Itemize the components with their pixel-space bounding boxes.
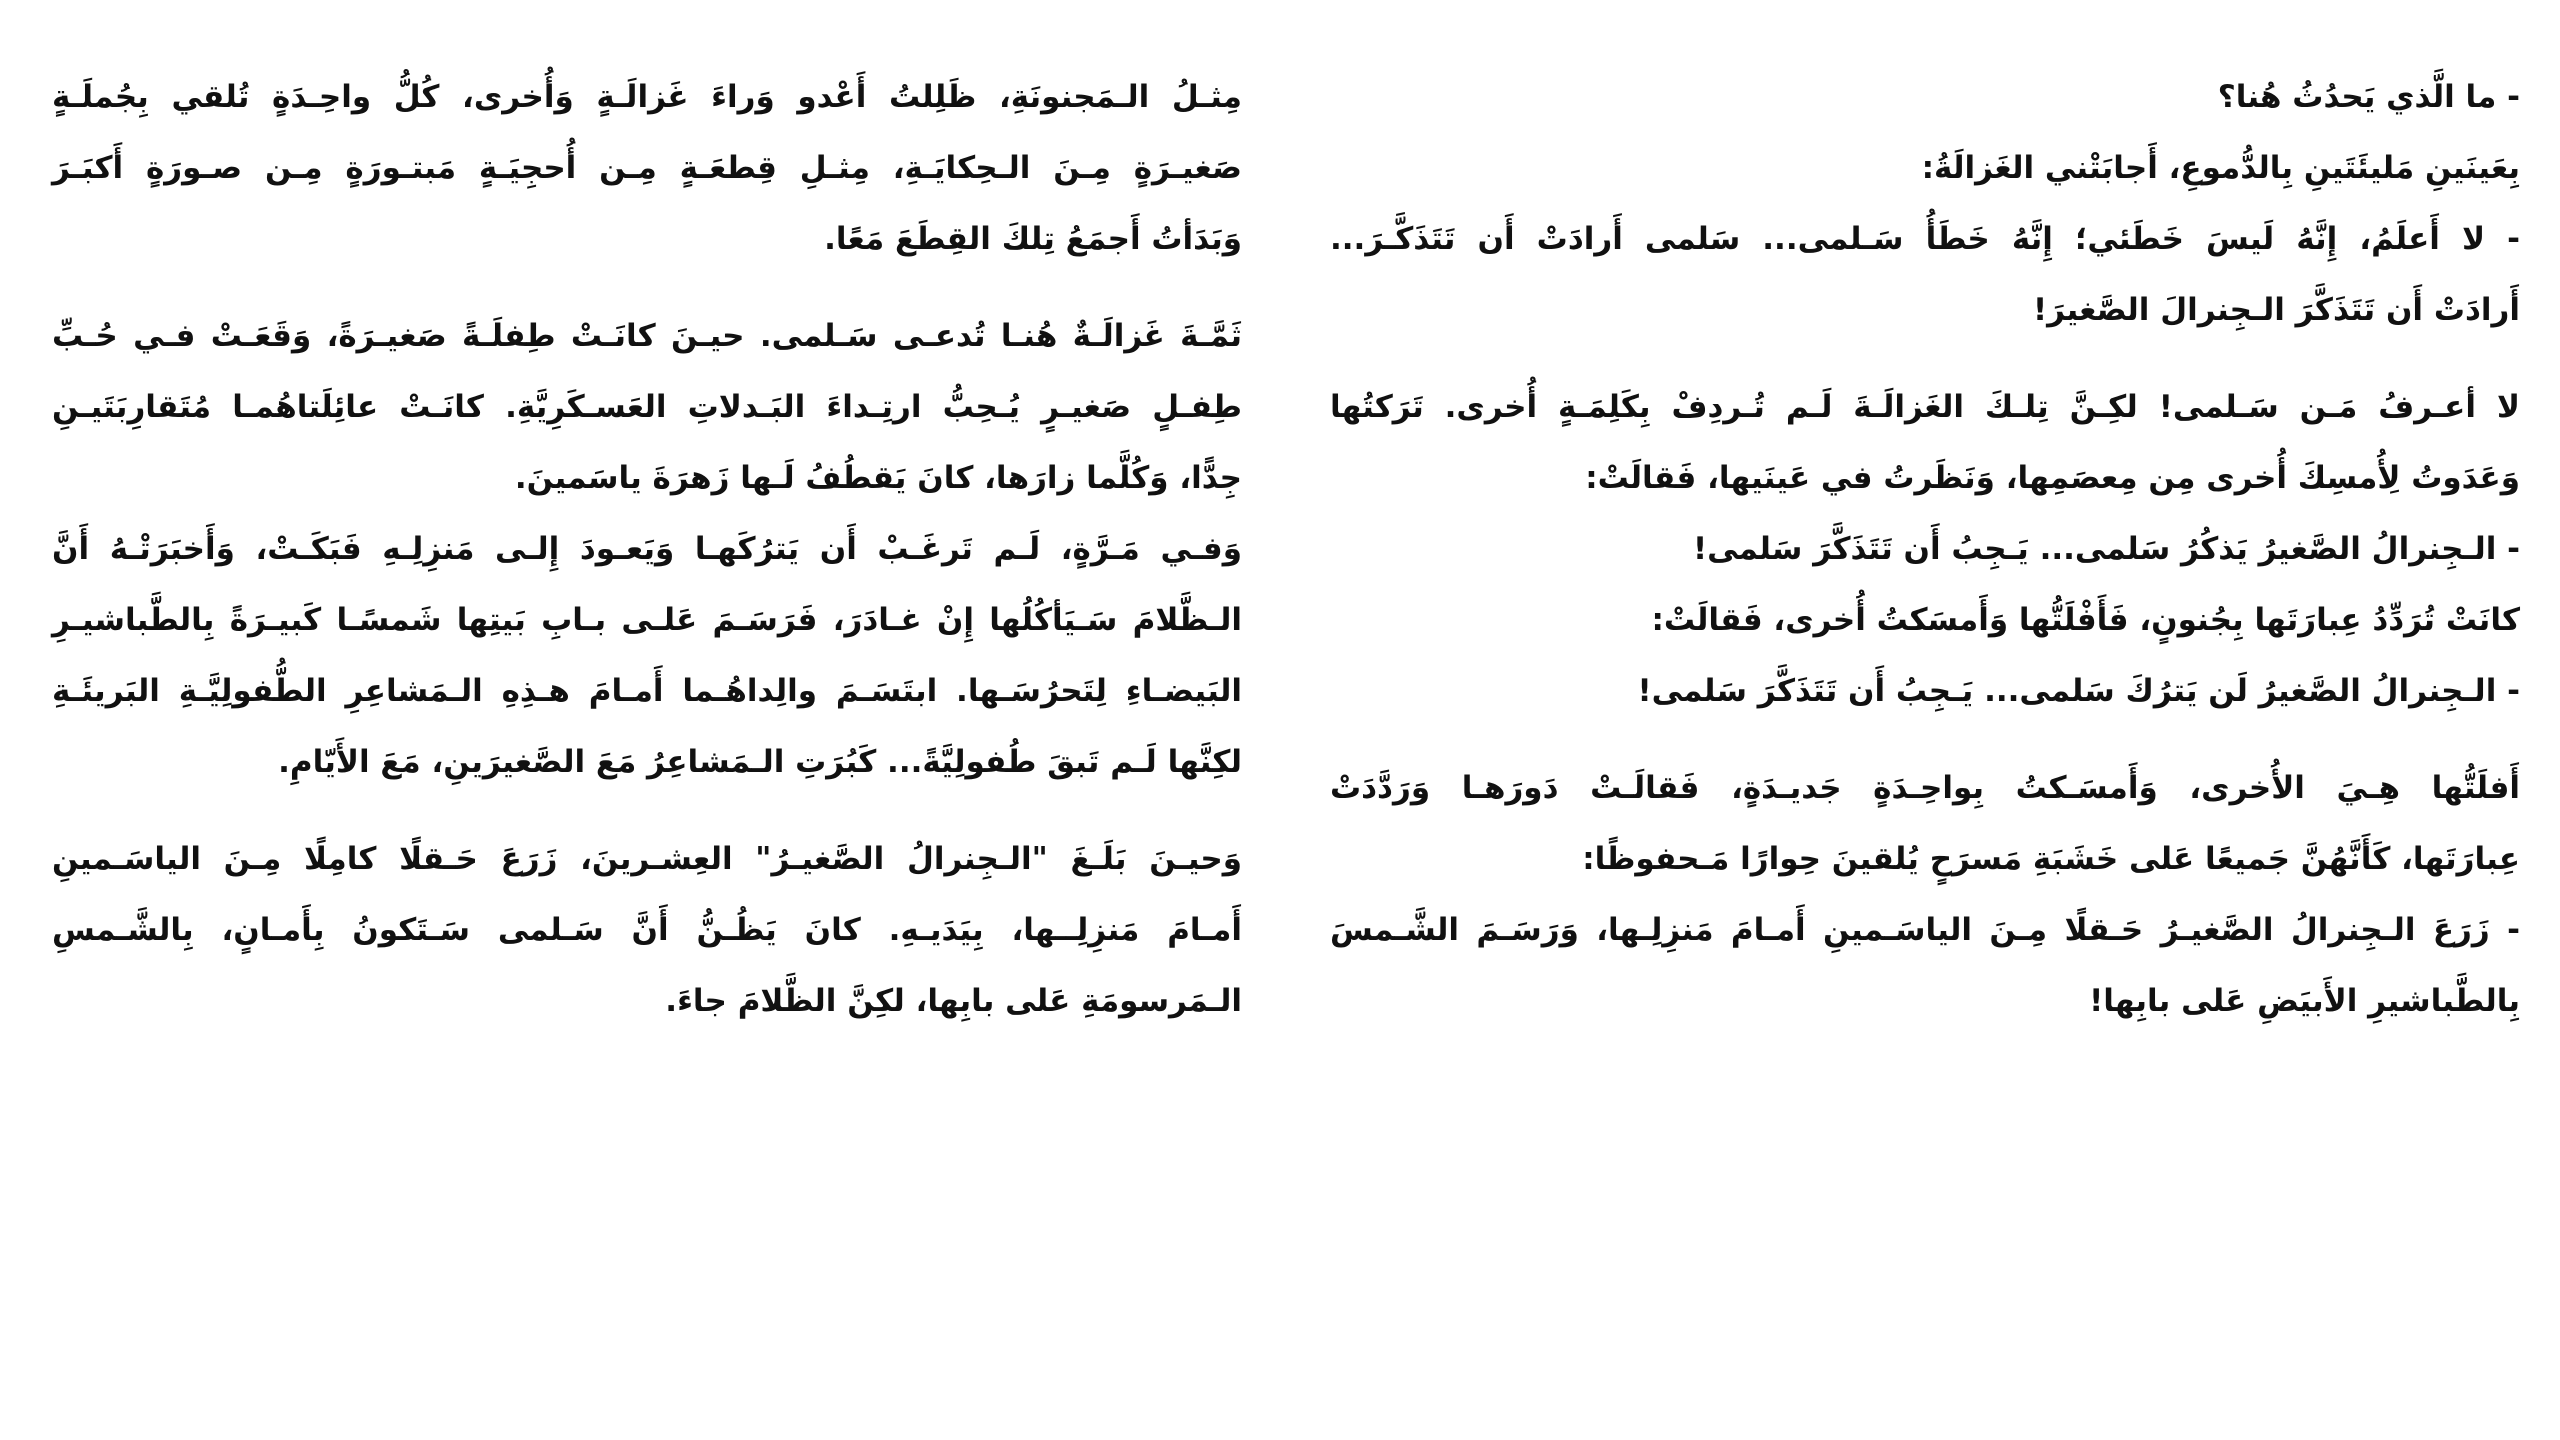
narration-paragraph [52,62,1242,275]
text-line: - ما الَّذي يَحدُثُ هُنا؟ [2217,79,2520,115]
text-line: - الـجِنرالُ الصَّغيرُ لَن يَترُكَ سَلمى... يَـجِبُ أَن تَتَذَكَّرَ سَلمى! [1637,673,2520,709]
text-line: صَغيـرَةٍ مِـنَ الـحِكايَـةِ، مِثـلِ قِطعَـةٍ مِـن أُحجِيَـةٍ مَبتـورَةٍ مِـن صـورَةٍ أَكبَـرَ [52,150,1242,186]
dialogue-paragraph [1330,204,2520,346]
text-line: وَبَدَأتُ أَجمَعُ تِلكَ القِطَعَ مَعًا. [824,221,1242,257]
text-line: بِالطَّباشيرِ الأَبيَضِ عَلى بابِها! [2089,983,2520,1019]
text-line: - زَرَعَ الـجِنرالُ الصَّغيـرُ حَـقلًا مِـنَ الياسَـمينِ أَمـامَ مَنزِلِـها، وَرَسَـمَ الشَّـمسَ [1330,912,2520,948]
text-line: وَحيـنَ بَلَـغَ "الـجِنرالُ الصَّغيـرُ" العِشـرينَ، زَرَعَ حَـقلًا كامِلًا مِـنَ الياسَـمينِ [52,841,1242,877]
text-line: لكِنَّها لَـم تَبقَ طُفولِيَّةً... كَبُرَتِ الـمَشاعِرُ مَعَ الصَّغيرَينِ، مَعَ الأَيّامِ. [278,744,1242,780]
text-line: جِدًّا، وَكُلَّما زارَها، كانَ يَقطُفُ لَـها زَهرَةَ ياسَمينَ. [514,460,1242,496]
text-line: وَفـي مَـرَّةٍ، لَـم تَرغَـبْ أَن يَترُكَهـا وَيَعـودَ إِلـى مَنزِلِـهِ فَبَكَـتْ، وَأَخبَرَتْـهُ أَنَّ [52,531,1242,567]
text-line: ثَمَّـةَ غَزالَـةٌ هُنـا تُدعـى سَـلمى. حيـنَ كانَـتْ طِفلَـةً صَغيـرَةً، وَقَعَـتْ فـي حُـبِّ [52,318,1242,354]
text-line: كانَتْ تُرَدِّدُ عِبارَتَها بِجُنونٍ، فَأَفْلَتُّها وَأَمسَكتُ أُخرى، فَقالَتْ: [1651,602,2520,638]
text-line: الـمَرسومَةِ عَلى بابِها، لكِنَّ الظَّلامَ جاءَ. [665,983,1242,1019]
text-line: البَيضـاءِ لِتَحرُسَـها. ابتَسَـمَ والِداهُـما أَمـامَ هـذِهِ الـمَشاعِرِ الطُّفولِيَّـةِ البَريئَـةِ [52,673,1242,709]
narration-line [1330,133,2520,204]
narration-paragraph [1330,753,2520,895]
text-line: بِعَينَينِ مَليئَتَينِ بِالدُّموعِ، أَجابَتْني الغَزالَةُ: [1921,150,2520,186]
text-line: أَمـامَ مَنزِلِــها، بِيَدَيـهِ. كانَ يَظُـنُّ أَنَّ سَـلمى سَـتَكونُ بِأَمـانٍ، بِالشَّـمسِ [52,912,1242,948]
text-line: الـظَّلامَ سَـيَأكُلُها إِنْ غـادَرَ، فَرَسَـمَ عَلـى بـابِ بَيتِها شَمسًـا كَبيـرَةً بِالطَّباشيـرِ [52,602,1242,638]
narration-paragraph [52,301,1242,514]
narration-paragraph [52,824,1242,1037]
dialogue-paragraph [1330,895,2520,1037]
narration-line [1330,585,2520,656]
text-line: أَرادَتْ أَن تَتَذَكَّرَ الـجِنرالَ الصَّغيرَ! [2033,292,2520,328]
text-line: - لا أَعلَمُ، إِنَّهُ لَيسَ خَطَئي؛ إِنَّهُ خَطَأُ سَـلمى... سَلمى أَرادَتْ أَن تَتَذَكَّـرَ... [1330,221,2520,257]
dialogue-line [1330,656,2520,727]
text-line: وَعَدَوتُ لِأُمسِكَ أُخرى مِن مِعصَمِها، وَنَظَرتُ في عَينَيها، فَقالَتْ: [1585,460,2520,496]
text-line: طِفـلٍ صَغيـرٍ يُـحِبُّ ارتِـداءَ البَـدلاتِ العَسـكَرِيَّةِ. كانَـتْ عائِلَتاهُمـا مُتَقارِبَتَيـنِ [52,389,1242,425]
text-line: عِبارَتَها، كَأَنَّهُنَّ جَميعًا عَلى خَشَبَةِ مَسرَحٍ يُلقينَ حِوارًا مَـحفوظًا: [1582,841,2520,877]
narration-paragraph [52,514,1242,798]
dialogue-line [1330,514,2520,585]
narration-paragraph [1330,372,2520,514]
left-page-column [52,62,1242,1037]
text-line: مِثـلُ الـمَجنونَةِ، ظَلِلتُ أَعْدو وَراءَ غَزالَـةٍ وَأُخرى، كُلُّ واحِـدَةٍ تُلقي بِجُملَـةٍ [52,79,1242,115]
right-page-column [1330,62,2520,1037]
text-line: لا أعـرفُ مَـن سَـلمى! لكِـنَّ تِلـكَ الغَزالَـةَ لَـم تُـردِفْ بِكَلِمَـةٍ أُخرى. تَرَكتُها [1330,389,2520,425]
text-line: - الـجِنرالُ الصَّغيرُ يَذكُرُ سَلمى... يَـجِبُ أَن تَتَذَكَّرَ سَلمى! [1692,531,2520,567]
text-line: أَفلَتُّها هِـيَ الأُخرى، وَأَمسَـكتُ بِواحِـدَةٍ جَديـدَةٍ، فَقالَـتْ دَورَهـا وَرَدَّدَتْ [1330,770,2520,806]
dialogue-line [1330,62,2520,133]
